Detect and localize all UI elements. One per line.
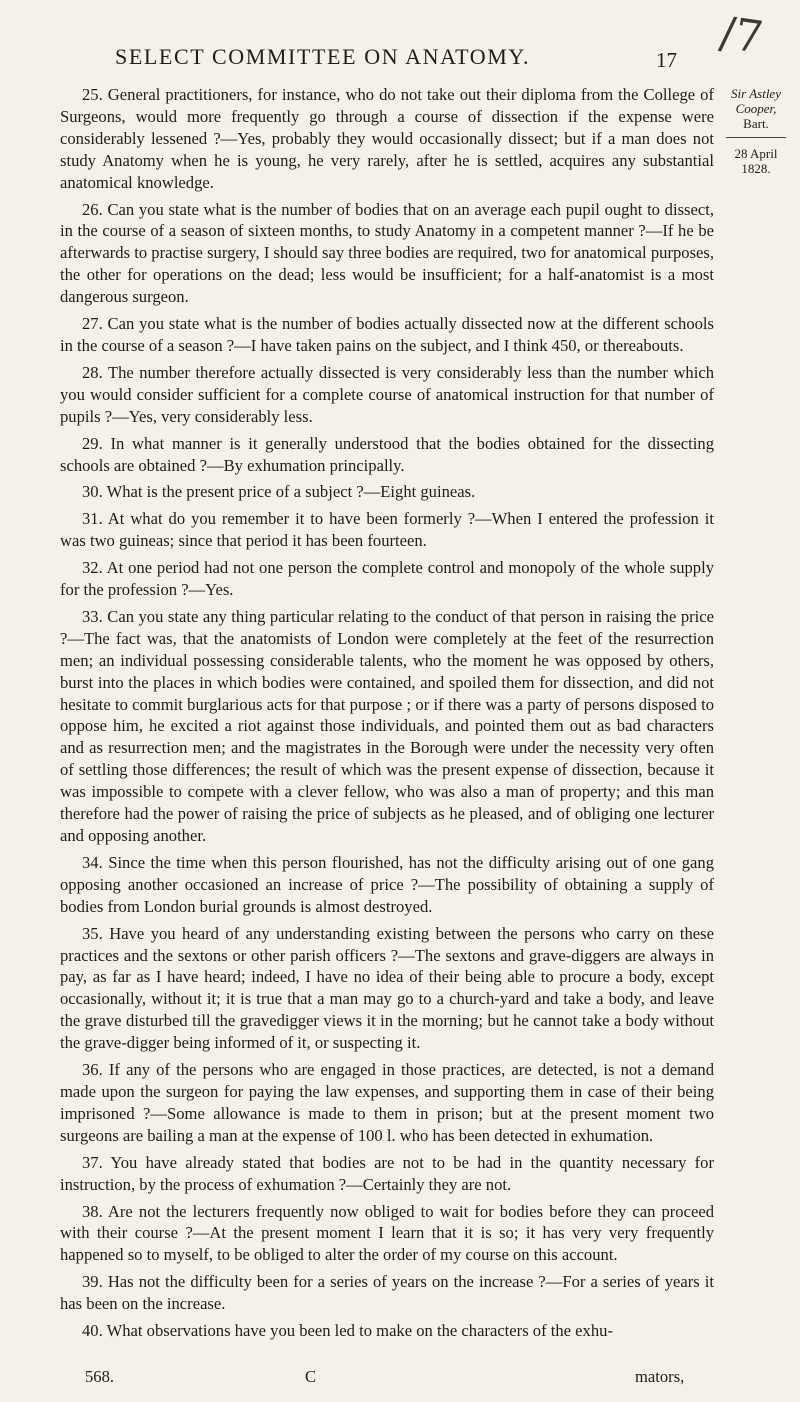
handwritten-mark: /7 (716, 7, 767, 64)
question-paragraph: 31. At what do you remember it to have been formerly ?—When I entered the profession it was two guineas; since that period it has been fourteen. (60, 509, 714, 551)
question-paragraph: 33. Can you state any thing particular relating to the conduct of that person in raising the price ?—The fact was, that the anatomists of London were completely at the feet of the resurrection men; an individual possessing considerable talents, who the moment he was opposed by others, burst into the places in which bodies were contained, and spoiled them for dissection, and did not hesitate to commit burglarious acts for that purpose ; or if there was a party of persons disposed to oppose him, he excited a riot against those individuals, and pointed them out as bad characters and as resurrection men; and the magistrates in the Borough were under the necessity very often of settling those differences; the result of which was the present expense of dissection, because it was impossible to compete with a clever fellow, who was also a man of property; and this man therefore had the power of raising the price of subjects as he pleased, and of obliging one lecturer and opposing another. (60, 606, 714, 845)
question-paragraph: 37. You have already stated that bodies are not to be had in the quantity necessary for instruction, by the process of exhumation ?—Certainly they are not. (60, 1152, 714, 1194)
sheet-number: 568. (85, 1367, 115, 1386)
question-paragraph: 28. The number therefore actually dissected is very considerably less than the number which you would consider sufficient for a complete course of anatomical instruction for that number of pupils ?—Yes, very considerably less. (60, 362, 714, 426)
catchword: mators, (635, 1367, 685, 1386)
testimony-year: 1828. (741, 161, 771, 176)
page-number: 17 (656, 48, 677, 72)
question-paragraph: 32. At one period had not one person the complete control and monopoly of the whole supply for the profession ?—Yes. (60, 558, 714, 600)
margin-note (716, 86, 796, 176)
witness-name: Sir Astley Cooper, (731, 86, 781, 116)
margin-divider (726, 137, 786, 138)
question-paragraph: 35. Have you heard of any understanding existing between the persons who carry on these practices and the sextons or other parish officers ?—The sextons and grave-diggers are always in pay, as far as I have heard; indeed, I have no idea of their being able to procure a body, except occasionally, without it; it is true that a man may go to a church-yard and take a body, and leave the grave disturbed till the gravedigger views it in the morning; but he cannot take a body without the grave-digger being informed of it, or suspecting it. (60, 923, 714, 1053)
question-paragraph: 27. Can you state what is the number of bodies actually dissected now at the different schools in the course of a season ?—I have taken pains on the subject, and I think 450, or thereabouts. (60, 314, 714, 355)
testimony-body (60, 84, 714, 1347)
question-paragraph: 36. If any of the persons who are engaged in those practices, are detected, is not a demand made upon the surgeon for paying the law expenses, and supporting them in case of their being imprisoned ?—Some allowance is made to them in prison; but at the present moment two surgeons are bailing a man at the expense of 100 l. who has been detected in exhumation. (60, 1060, 714, 1145)
question-paragraph: 30. What is the present price of a subject ?—Eight guineas. (82, 482, 476, 502)
question-paragraph: 29. In what manner is it generally understood that the bodies obtained for the dissecting schools are obtained ?—By exhumation principally. (60, 433, 714, 475)
question-paragraph: 25. General practitioners, for instance, who do not take out their diploma from the College of Surgeons, would more frequently go through a course of dissection if the expense were considerably lessened ?—Yes, probably they would occasionally dissect; but if a man does not study Anatomy when he is young, he very rarely, after he is settled, acquires any substantial anatomical knowledge. (60, 85, 714, 192)
testimony-date: 28 April (734, 146, 778, 161)
witness-title: Bart. (743, 116, 769, 131)
question-paragraph: 38. Are not the lecturers frequently now obliged to wait for bodies before they can proceed with their course ?—At the present moment I learn that it is so; it has very very frequently happened so to myself, to be obliged to alter the order of my course on this account. (60, 1201, 714, 1265)
question-paragraph: 39. Has not the difficulty been for a series of years on the increase ?—For a series of years it has been on the increase. (60, 1272, 714, 1314)
question-paragraph: 26. Can you state what is the number of bodies that on an average each pupil ought to dissect, in the course of a season of sixteen months, to study Anatomy in a competent manner ?—If he be afterwards to practise surgery, I should say three bodies are required, two for anatomical purposes, the other for operations on the dead; less would be insufficient; for a half-anatomist is a most dangerous surgeon. (60, 199, 714, 307)
question-paragraph: 40. What observations have you been led to make on the characters of the exhu- (82, 1321, 613, 1341)
signature-mark: C (305, 1367, 317, 1386)
question-paragraph: 34. Since the time when this person flourished, has not the difficulty arising out of one gang opposing another occasioned an increase of price ?—The possibility of obtaining a supply of bodies from London burial grounds is almost destroyed. (60, 852, 714, 916)
running-header: SELECT COMMITTEE ON ANATOMY. (115, 44, 531, 69)
